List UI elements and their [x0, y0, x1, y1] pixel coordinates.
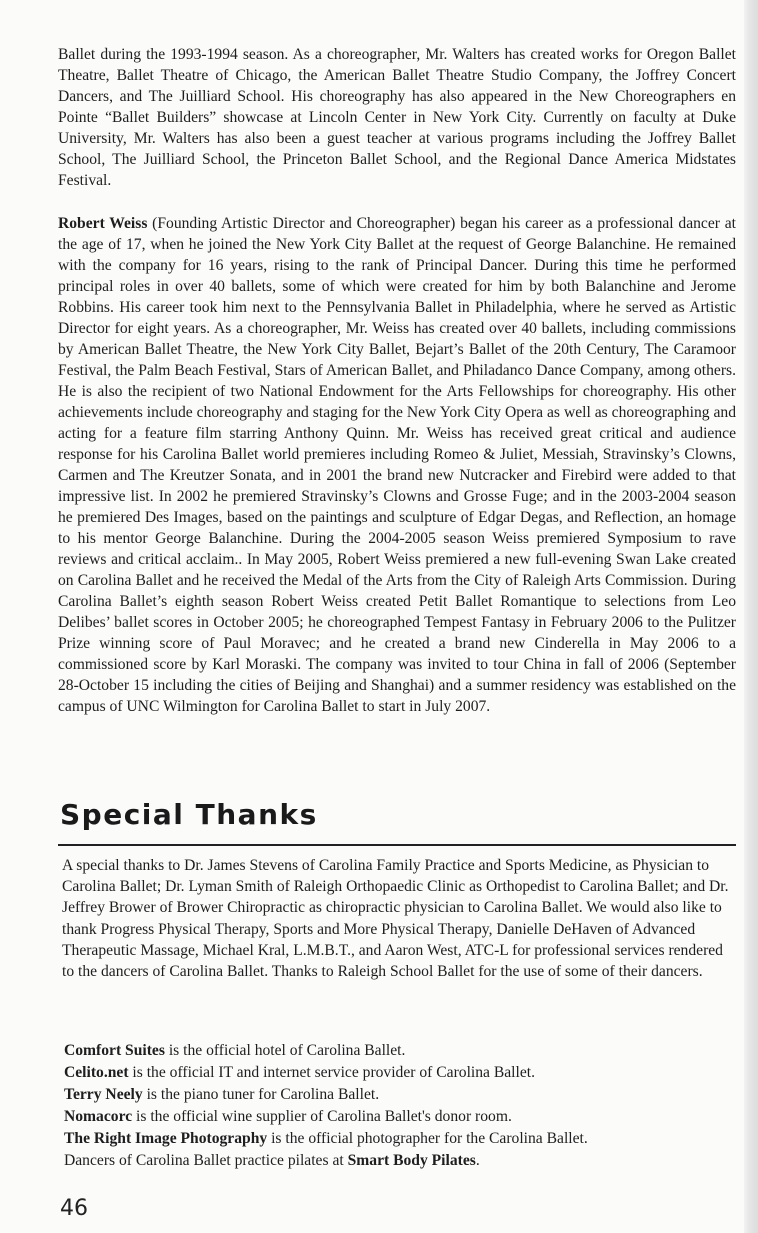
- credit-line: [64, 1106, 734, 1128]
- credit-text: is the official wine supplier of Carolina Ballet's donor room.: [132, 1108, 512, 1125]
- credit-line: [64, 1062, 734, 1084]
- credit-text: Dancers of Carolina Ballet practice pilates at: [64, 1152, 348, 1169]
- walters-bio-paragraph: Ballet during the 1993-1994 season. As a choreographer, Mr. Walters has created works for Oregon Ballet Theatre, Ballet Theatre of Chicago, the American Ballet Theatre Studio Company, the Joffrey Concert Dancers, and The Juilliard School. His choreography has also appeared in the New Choreographers en Pointe “Ballet Builders” showcase at Lincoln Center in New York City. Currently on faculty at Duke University, Mr. Walters has also been a guest teacher at various programs including the Joffrey Ballet School, The Juilliard School, the Princeton Ballet School, and the Regional Dance America Midstates Festival.: [58, 46, 736, 189]
- special-thanks-paragraph: A special thanks to Dr. James Stevens of Carolina Family Practice and Sports Medicine, as Physician to Carolina Ballet; Dr. Lyman Smith of Raleigh Orthopaedic Clinic as Orthopedist to Carolina Ballet; and Dr. Jeffrey Brower of Brower Chiropractic as chiropractic physician to Carolina Ballet. We would also like to thank Progress Physical Therapy, Sports and More Physical Therapy, Danielle DeHaven of Advanced Therapeutic Massage, Michael Kral, L.M.B.T., and Aaron West, ATC-L for professional services rendered to the dancers of Carolina Ballet. Thanks to Raleigh School Ballet for the use of some of their dancers.: [62, 857, 729, 981]
- credit-name: Celito.net: [64, 1064, 129, 1081]
- page-number: 46: [60, 1196, 88, 1221]
- weiss-bio-paragraph: [58, 213, 736, 717]
- credit-line: [64, 1150, 734, 1172]
- credit-text: is the official IT and internet service provider of Carolina Ballet.: [128, 1064, 535, 1081]
- page-edge-shadow: [744, 0, 758, 1233]
- credit-name: The Right Image Photography: [64, 1130, 268, 1147]
- credit-text: is the official photographer for the Carolina Ballet.: [267, 1130, 588, 1147]
- weiss-bio-text: (Founding Artistic Director and Choreographer) began his career as a professional dancer at the age of 17, when he joined the New York City Ballet at the request of George Balanchine. He remained with the company for 16 years, rising to the rank of Principal Dancer. During this time he performed principal roles in over 40 ballets, some of which were created for him by both Balanchine and Jerome Robbins. His career took him next to the Pennsylvania Ballet in Philadelphia, where he served as Artistic Director for eight years. As a choreographer, Mr. Weiss has created over 40 ballets, including commissions by American Ballet Theatre, the New York City Ballet, Bejart’s Ballet of the 20th Century, The Caramoor Festival, the Palm Beach Festival, Stars of American Ballet, and Philadanco Dance Company, among others. He is also the recipient of two National Endowment for the Arts Fellowships for choreography. His other achievements include choreography and staging for the New York City Opera as well as choreographing and acting for a feature film starring Anthony Quinn. Mr. Weiss has received great critical and audience response for his Carolina Ballet world premieres including Romeo & Juliet, Messiah, Stravinsky’s Clowns, Carmen and The Kreutzer Sonata, and in 2001 the brand new Nutcracker and Firebird were added to that impressive list. In 2002 he premiered Stravinsky’s Clowns and Grosse Fuge; and in the 2003-2004 season he premiered Des Images, based on the paintings and sculpture of Edgar Degas, and Reflection, an homage to his mentor George Balanchine. During the 2004-2005 season Weiss premiered Symposium to rave reviews and critical acclaim.. In May 2005, Robert Weiss premiered a new full-evening Swan Lake created on Carolina Ballet and he received the Medal of the Arts from the City of Raleigh Arts Commission. During Carolina Ballet’s eighth season Robert Weiss created Petit Ballet Romantique to selections from Leo Delibes’ ballet scores in October 2005; he choreographed Tempest Fantasy in February 2006 to the Pulitzer Prize winning score of Paul Moravec; and he created a brand new Cinderella in May 2006 to a commissioned score by Karl Moraski. The company was invited to tour China in fall of 2006 (September 28-October 15 including the cities of Beijing and Shanghai) and a summer residency was established on the campus of UNC Wilmington for Carolina Ballet to start in July 2007.: [58, 215, 736, 715]
- credit-end: .: [475, 1152, 480, 1169]
- sponsor-credits: [64, 1040, 734, 1172]
- credit-text: is the piano tuner for Carolina Ballet.: [142, 1086, 380, 1103]
- weiss-name: Robert Weiss: [58, 215, 148, 232]
- heading-rule: [58, 844, 736, 846]
- credit-line: [64, 1084, 734, 1106]
- credit-name: Terry Neely: [64, 1086, 143, 1103]
- credit-name: Nomacorc: [64, 1108, 133, 1125]
- credit-line: [64, 1128, 734, 1150]
- credit-name: Comfort Suites: [64, 1042, 165, 1059]
- credit-name: Smart Body Pilates: [347, 1152, 476, 1169]
- special-thanks-heading: Special Thanks: [60, 798, 318, 831]
- credit-text: is the official hotel of Carolina Ballet.: [164, 1042, 406, 1059]
- credit-line: [64, 1040, 734, 1062]
